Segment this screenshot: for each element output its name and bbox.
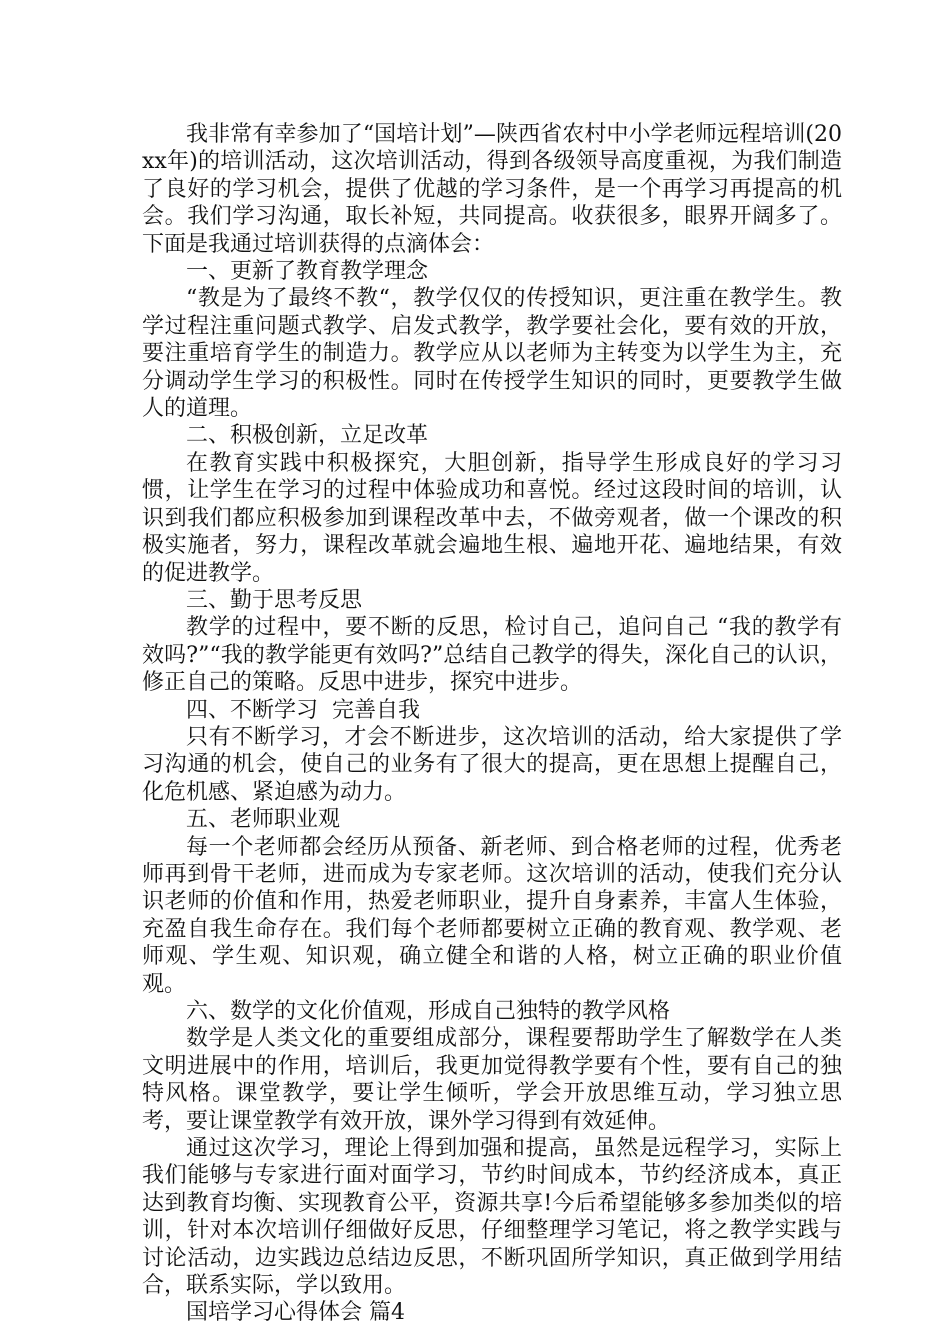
section-heading-2: 二、积极创新，立足改革: [186, 423, 429, 449]
section-heading-1: 一、更新了教育教学理念: [186, 259, 429, 285]
next-article-title: 国培学习心得体会 篇4: [186, 1300, 405, 1326]
conclusion-paragraph: 通过这次学习，理论上得到加强和提高，虽然是远程学习，实际上我们能够与专家进行面对面学习，节约时间成本，节约经济成本，真正达到教育均衡、实现教育公平，资源共享!今后希望能够多参加类似的培训，针对本次培训仔细做好反思，仔细整理学习笔记，将之教学实践与讨论活动，边实践边总结边反思，不断巩固所学知识，真正做到学用结合，联系实际，学以致用。: [142, 1136, 842, 1299]
section-2-paragraph: 在教育实践中积极探究，大胆创新，指导学生形成良好的学习习惯，让学生在学习的过程中体验成功和喜悦。经过这段时间的培训，认识到我们都应积极参加到课程改革中去，不做旁观者，做一个课改的积极实施者，努力，课程改革就会遍地生根、遍地开花、遍地结果，有效的促进教学。: [142, 450, 842, 586]
intro-paragraph: 我非常有幸参加了“国培计划”—陕西省农村中小学老师远程培训(20xx年)的培训活动，这次培训活动，得到各级领导高度重视，为我们制造了良好的学习机会，提供了优越的学习条件，是一个再学习再提高的机会。我们学习沟通，取长补短，共同提高。收获很多，眼界开阔多了。下面是我通过培训获得的点滴体会：: [142, 122, 842, 257]
section-6-paragraph: 数学是人类文化的重要组成部分，课程要帮助学生了解数学在人类文明进展中的作用，培训后，我更加觉得教学要有个性，要有自己的独特风格。课堂教学，要让学生倾听，学会开放思维互动，学习独立思考，要让课堂教学有效开放，课外学习得到有效延伸。: [142, 1026, 842, 1134]
section-heading-6: 六、数学的文化价值观，形成自己独特的教学风格: [186, 999, 671, 1024]
section-heading-5: 五、老师职业观: [186, 807, 341, 833]
section-heading-4: 四、不断学习 完善自我: [186, 697, 420, 723]
section-5-paragraph: 每一个老师都会经历从预备、新老师、到合格老师的过程，优秀老师再到骨干老师，进而成为专家老师。这次培训的活动，使我们充分认识老师的价值和作用，热爱老师职业，提升自身素养，丰富人生体验，充盈自我生命存在。我们每个老师都要树立正确的教育观、教学观、老师观、学生观、知识观，确立健全和谐的人格，树立正确的职业价值观。: [142, 834, 842, 997]
section-heading-3: 三、勤于思考反思: [186, 587, 363, 613]
section-1-paragraph: “教是为了最终不教“，教学仅仅的传授知识，更注重在教学生。教学过程注重问题式教学、启发式教学，教学要社会化，要有效的开放，要注重培育学生的制造力。教学应从以老师为主转变为以学生为主，充分调动学生学习的积极性。同时在传授学生知识的同时，更要教学生做人的道理。: [142, 286, 842, 422]
section-4-paragraph: 只有不断学习，才会不断进步，这次培训的活动，给大家提供了学习沟通的机会，使自己的业务有了很大的提高，更在思想上提醒自己，化危机感、紧迫感为动力。: [142, 724, 842, 805]
section-3-paragraph: 教学的过程中，要不断的反思，检讨自己，追问自己 “我的教学有效吗?”“我的教学能更有效吗?”总结自己教学的得失，深化自己的认识，修正自己的策略。反思中进步，探究中进步。: [142, 615, 842, 696]
document-body: [142, 121, 842, 1327]
